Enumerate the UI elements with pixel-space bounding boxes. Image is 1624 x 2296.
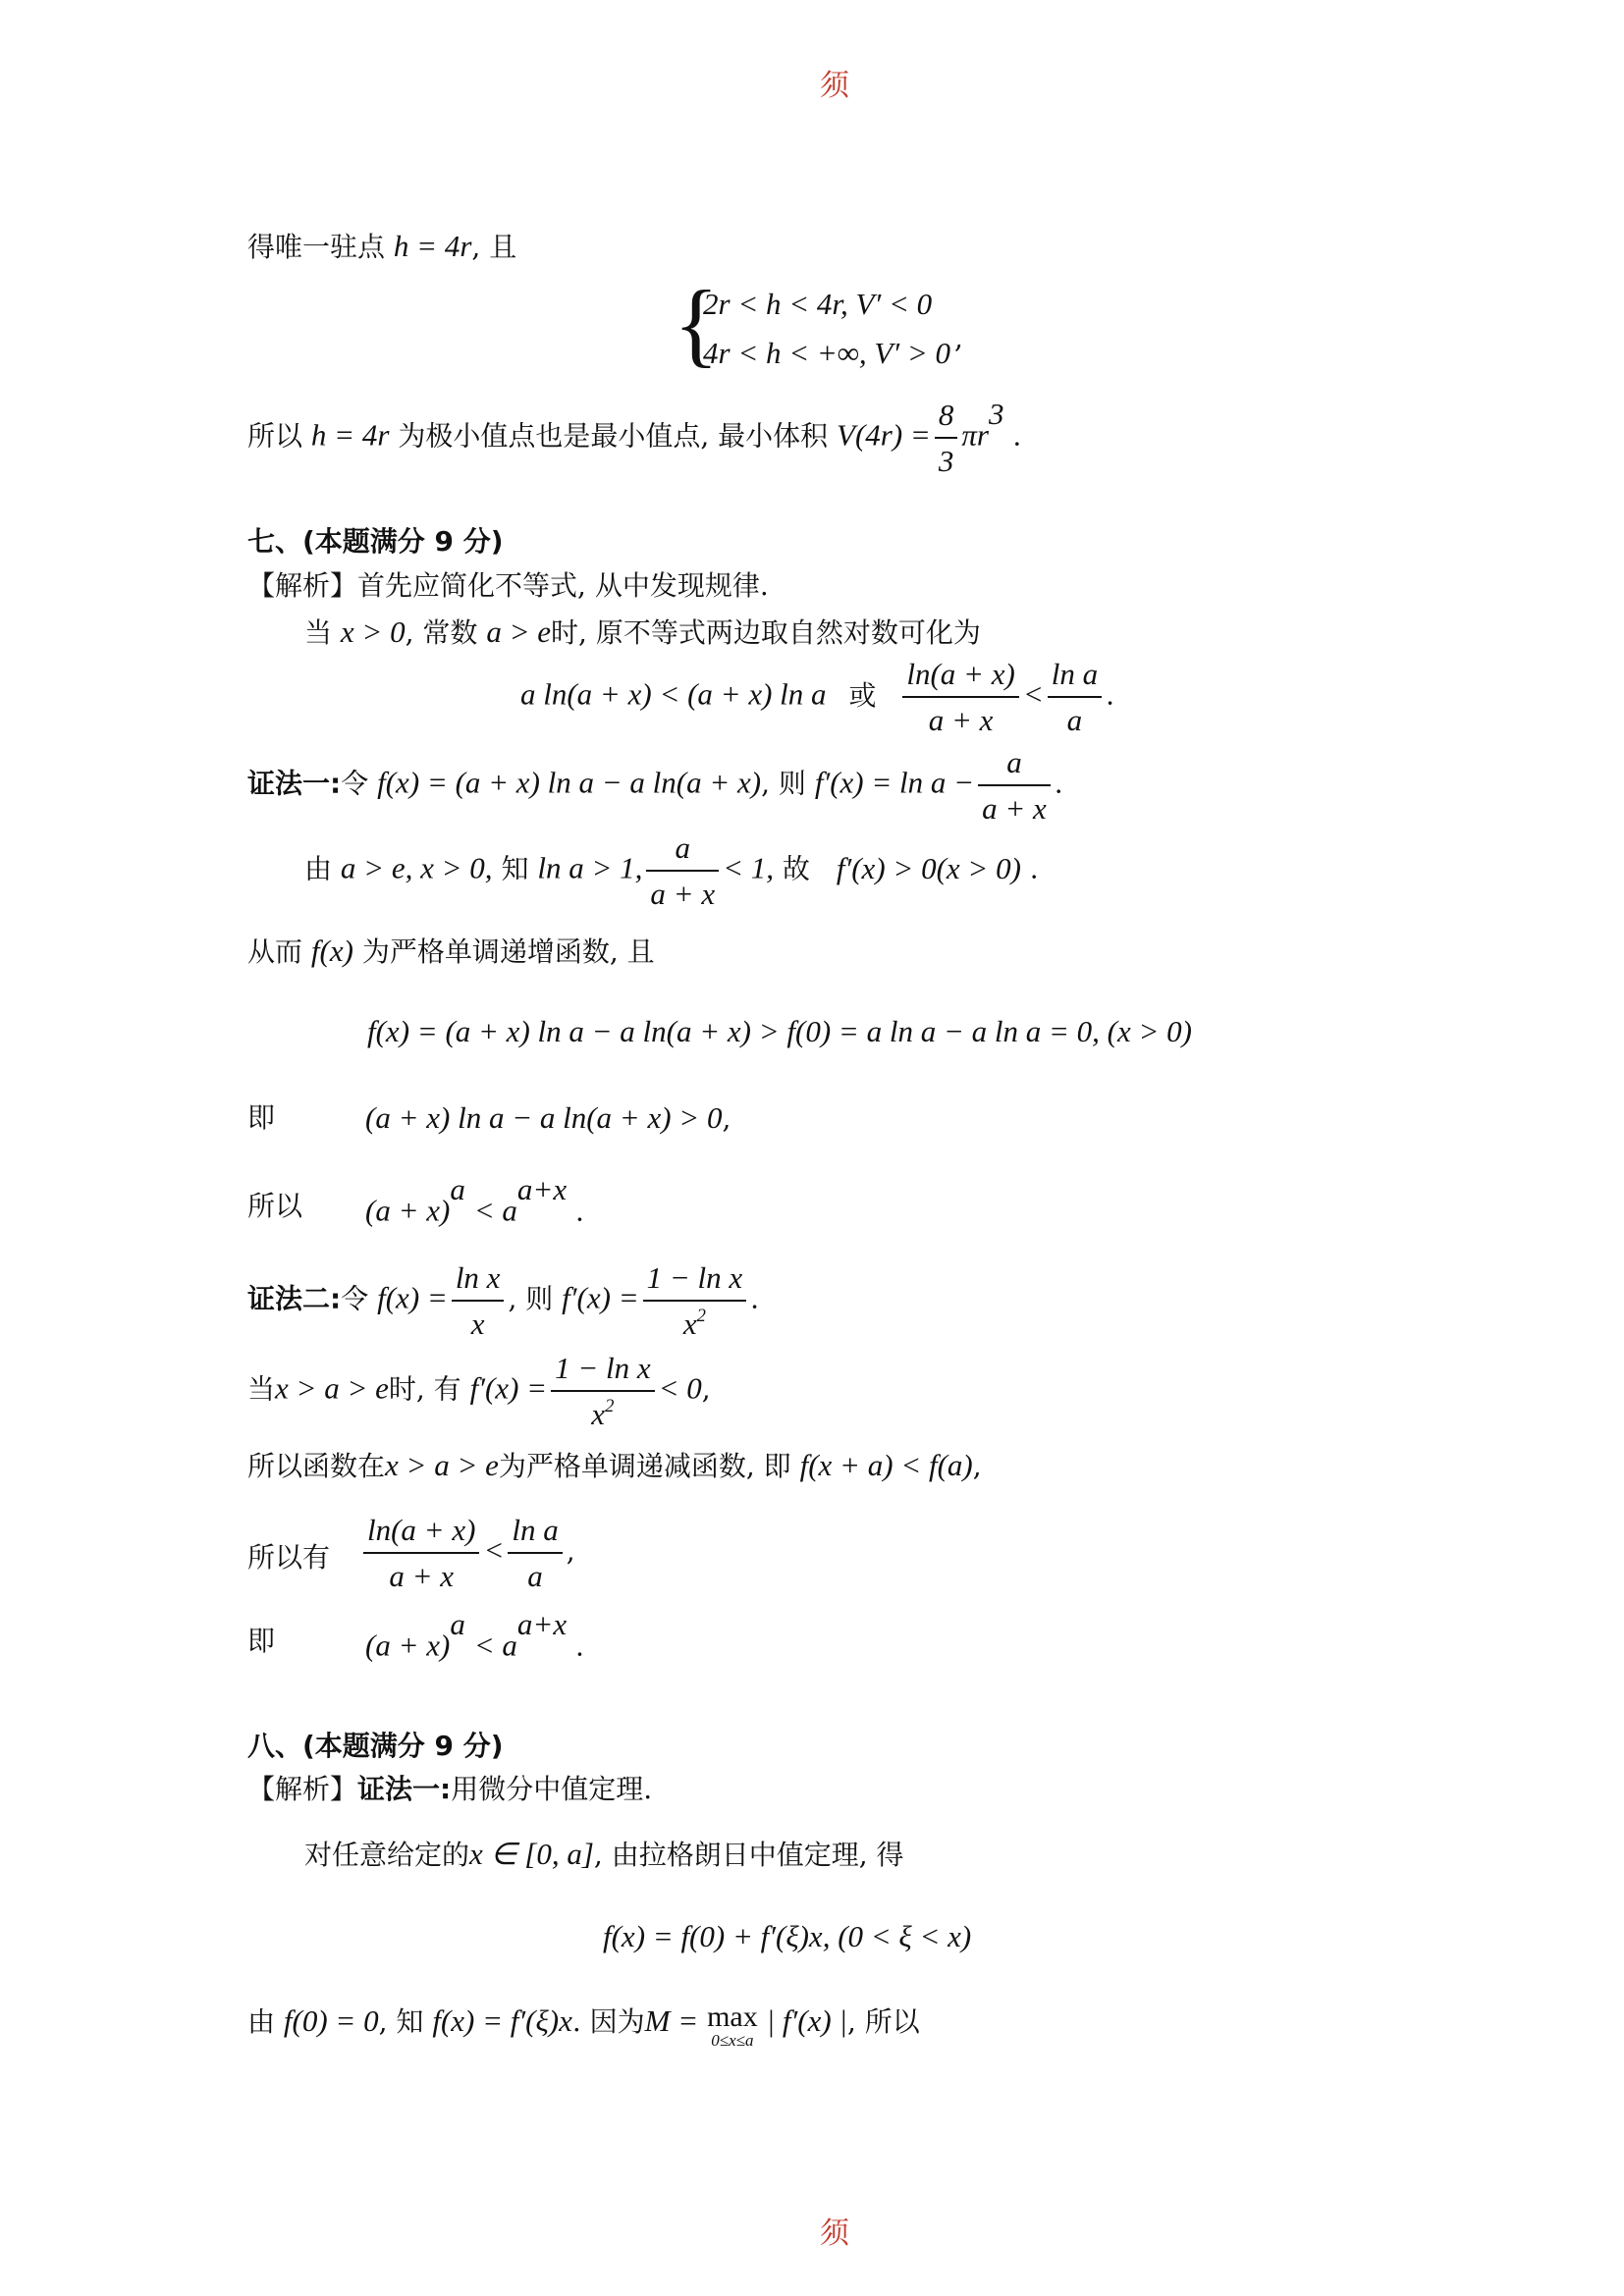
q7-proof1-end: .: [1054, 767, 1063, 800]
intro-line3-math-c: πr: [961, 417, 989, 453]
q7-func-text-b: 为严格单调递减函数, 即: [498, 1450, 791, 1482]
q7-hence-text-a: 从而: [247, 935, 303, 968]
q7-proof1-math-b: f′(x) = ln a −: [814, 765, 975, 800]
q7-when2-math-c: < 0: [658, 1370, 702, 1406]
fraction-numerator: ln x: [452, 1259, 505, 1302]
q7-when-line: [304, 614, 981, 650]
case-line-2: 4r < h < +∞, V′ > 0: [703, 336, 951, 370]
q8-last-text-d: , 所以: [846, 2005, 920, 2038]
fraction-denominator: a + x: [982, 791, 1047, 827]
fraction-numerator: 1 − ln x: [643, 1259, 747, 1302]
q7-ineq-left: a ln(a + x) < (a + x) ln a: [520, 676, 827, 712]
q7-proof2-text-b: , 则: [508, 1282, 554, 1315]
intro-line-3: [247, 397, 1021, 479]
denominator-base: x: [682, 1307, 697, 1342]
q8-any-line: [304, 1836, 904, 1872]
q7-ineq-lt: <: [1022, 676, 1044, 712]
q7-when-text-c: 时, 原不等式两边取自然对数可化为: [551, 616, 981, 649]
q7-title: 七、(本题满分 9 分): [247, 525, 504, 558]
q8-last-text-a: 由: [247, 2005, 276, 2038]
q7-from-end: .: [1029, 852, 1039, 885]
intro-line1-math: h = 4r: [393, 229, 472, 263]
q7-ineq-or: 或: [848, 678, 877, 712]
q7-proof1-math-a: f(x) = (a + x) ln a − a ln(a + x): [377, 765, 762, 800]
q7-have-fraction-1: [363, 1512, 479, 1594]
q7-from-math-b: ln a > 1,: [537, 850, 643, 885]
max-label: max: [707, 2001, 758, 2033]
q8-last-text-b: , 知: [378, 2005, 424, 2038]
q7-ie2-base: (a + x): [365, 1628, 451, 1663]
max-subscript: 0≤x≤a: [711, 2031, 754, 2050]
q7-analysis-text: 首先应简化不等式, 从中发现规律.: [357, 569, 769, 602]
q7-have-label: 所以有: [247, 1541, 331, 1574]
q8-analysis: [247, 1773, 652, 1806]
case-line-1: 2r < h < 4r, V′ < 0: [703, 287, 933, 321]
denominator-base: x: [591, 1397, 606, 1432]
q8-last-math-c: M =: [644, 2003, 699, 2038]
fraction-denominator: a + x: [928, 703, 994, 738]
q7-ie2-mid: < a: [473, 1628, 517, 1663]
q7-from-fraction: [646, 829, 719, 912]
q7-when2-text-a: 当: [247, 1372, 276, 1406]
intro-line1-text: 得唯一驻点: [247, 231, 386, 263]
q8-any-text-a: 对任意给定的: [304, 1839, 470, 1871]
intro-line3-math-b: V(4r) =: [837, 417, 931, 453]
q7-func-text-a: 所以函数在: [247, 1450, 386, 1482]
intro-line3-text-a: 所以: [247, 419, 303, 453]
q7-from-math-d: f′(x) > 0(x > 0): [836, 850, 1021, 885]
fraction-denominator: a + x: [650, 877, 716, 912]
q7-func-end: ,: [972, 1450, 982, 1482]
fraction-numerator: 8: [935, 397, 958, 439]
q8-last-math-a: f(0) = 0: [283, 2003, 379, 2038]
q7-so1-base: (a + x): [365, 1193, 451, 1228]
page-footer-mark: 须: [820, 2216, 849, 2251]
q7-have-lt: <: [483, 1532, 505, 1568]
fraction-denominator: [551, 1392, 655, 1432]
q7-ie1-label: 即: [247, 1101, 276, 1134]
q7-func-line: [247, 1447, 982, 1483]
q7-ie2-label: 即: [247, 1625, 276, 1657]
fraction-numerator: a: [646, 829, 719, 872]
q7-func-math-a: x > a > e: [385, 1448, 499, 1482]
q8-max-operator: [707, 2002, 758, 2049]
q7-when2-end: ,: [701, 1372, 711, 1406]
q7-when2-line: [247, 1350, 711, 1432]
q7-have-line: [359, 1512, 575, 1594]
q7-so1-end: .: [575, 1195, 584, 1228]
q7-so1-line: [365, 1172, 584, 1229]
fraction-denominator: [643, 1302, 747, 1342]
q7-ie2-end: .: [575, 1629, 584, 1663]
q7-proof2-line: [247, 1259, 759, 1342]
q8-last-text-c: . 因为: [571, 2005, 645, 2038]
q7-ie1-line: [365, 1099, 731, 1136]
q7-when2-math-a: x > a > e: [275, 1370, 389, 1406]
q7-proof2-text-a: 令: [341, 1282, 369, 1315]
fraction-numerator: ln a: [508, 1512, 562, 1554]
q7-ineq-fraction-1: [902, 656, 1018, 738]
cases-suffix: ,: [954, 322, 963, 354]
q7-hence-line: [247, 933, 655, 969]
q7-so1-label: 所以: [247, 1190, 303, 1222]
q7-have-end: ,: [566, 1534, 575, 1568]
q7-when2-fraction: [551, 1350, 655, 1432]
q7-hence-text-b: 为严格单调递增函数, 且: [361, 935, 655, 968]
q7-so1-exp2: a+x: [516, 1172, 568, 1206]
page-header-mark: 须: [820, 69, 849, 103]
q7-from-line: [304, 829, 1039, 912]
denominator-exponent: 2: [696, 1306, 706, 1327]
q7-proof2-math-a: f(x) =: [377, 1280, 448, 1315]
q8-last-line: [247, 2002, 920, 2049]
fraction-numerator: ln(a + x): [363, 1512, 479, 1554]
fraction-numerator: 1 − ln x: [551, 1350, 655, 1392]
q7-from-text-a: 由: [304, 852, 333, 885]
q7-ie1-math: (a + x) ln a − a ln(a + x) > 0: [365, 1100, 723, 1135]
q7-proof2-math-b: f′(x) =: [562, 1280, 639, 1315]
q8-title: 八、(本题满分 9 分): [247, 1730, 504, 1762]
q7-proof2-fraction-1: [452, 1259, 505, 1342]
fraction-denominator: 3: [938, 444, 954, 479]
intro-line3-math-a: h = 4r: [310, 417, 390, 453]
q7-so1-mid: < a: [473, 1193, 517, 1228]
q7-have-fraction-2: [508, 1512, 562, 1594]
intro-line1-suffix: , 且: [471, 231, 517, 263]
q7-when-math-b: a > e: [486, 614, 552, 649]
q7-ie2-line: [365, 1607, 584, 1664]
fraction-numerator: a: [978, 744, 1051, 786]
fraction-denominator: a: [527, 1559, 543, 1594]
q7-when-text-b: , 常数: [405, 616, 478, 649]
q7-when2-text-b: 时, 有: [388, 1372, 461, 1406]
q8-any-text-b: , 由拉格朗日中值定理, 得: [593, 1839, 904, 1871]
intro-line3-text-b: 为极小值点也是最小值点, 最小体积: [398, 419, 829, 453]
q7-when2-math-b: f′(x) =: [469, 1370, 548, 1406]
q7-proof1-text-a: 令: [341, 767, 369, 800]
q7-analysis-label: 【解析】: [247, 569, 358, 602]
q7-from-math-c: < 1,: [723, 850, 775, 885]
q8-analysis-text: 用微分中值定理.: [451, 1773, 653, 1805]
q7-ie1-end: ,: [722, 1102, 731, 1135]
q7-display-1: f(x) = (a + x) ln a − a ln(a + x) > f(0) = a ln a − a ln a = 0, (x > 0): [367, 1014, 1192, 1048]
q7-proof2-end: .: [750, 1282, 760, 1315]
q7-ineq-fraction-2: [1048, 656, 1102, 738]
q7-proof1-line: [247, 744, 1063, 827]
cases-brace: {: [674, 271, 720, 376]
q8-last-math-d: | f′(x) |: [766, 2003, 847, 2038]
q7-from-text-c: 故: [782, 852, 810, 885]
q7-analysis: [247, 569, 769, 603]
fraction-numerator: ln a: [1048, 656, 1102, 698]
q8-last-math-b: f(x) = f′(ξ)x: [432, 2003, 572, 2038]
q7-from-math-a: a > e, x > 0,: [340, 850, 493, 885]
intro-exponent: 3: [988, 397, 1004, 431]
intro-line3-end: .: [1012, 419, 1022, 453]
q7-from-text-b: 知: [501, 852, 529, 885]
q7-ie2-exp1: a: [450, 1607, 465, 1641]
denominator-exponent: 2: [605, 1396, 615, 1417]
q8-analysis-label: 【解析】: [247, 1773, 358, 1805]
q7-proof1-fraction: [978, 744, 1051, 827]
q8-proof1-label: 证法一:: [357, 1773, 452, 1805]
q7-func-math-b: f(x + a) < f(a): [799, 1448, 973, 1482]
q7-when-text-a: 当: [304, 616, 333, 649]
fraction-denominator: a: [1066, 703, 1083, 738]
q7-hence-math: f(x): [310, 934, 353, 968]
intro-line-1: [247, 228, 516, 264]
fraction-denominator: a + x: [389, 1559, 455, 1594]
q7-proof1-text-b: , 则: [761, 767, 806, 800]
q7-ineq-end: .: [1106, 678, 1115, 712]
q8-any-math: x ∈ [0, a]: [469, 1837, 594, 1871]
q7-so1-exp1: a: [450, 1172, 465, 1206]
q8-display: f(x) = f(0) + f′(ξ)x, (0 < ξ < x): [603, 1919, 972, 1953]
q7-proof1-label: 证法一:: [247, 767, 342, 800]
fraction-denominator: x: [470, 1307, 485, 1342]
q7-proof2-label: 证法二:: [247, 1282, 342, 1315]
q7-when-math-a: x > 0: [340, 614, 406, 649]
q7-inequality-line: [520, 656, 1114, 738]
intro-volume-fraction: [935, 397, 958, 479]
fraction-numerator: ln(a + x): [902, 656, 1018, 698]
q7-ie2-exp2: a+x: [516, 1607, 568, 1641]
q7-proof2-fraction-2: [643, 1259, 747, 1342]
